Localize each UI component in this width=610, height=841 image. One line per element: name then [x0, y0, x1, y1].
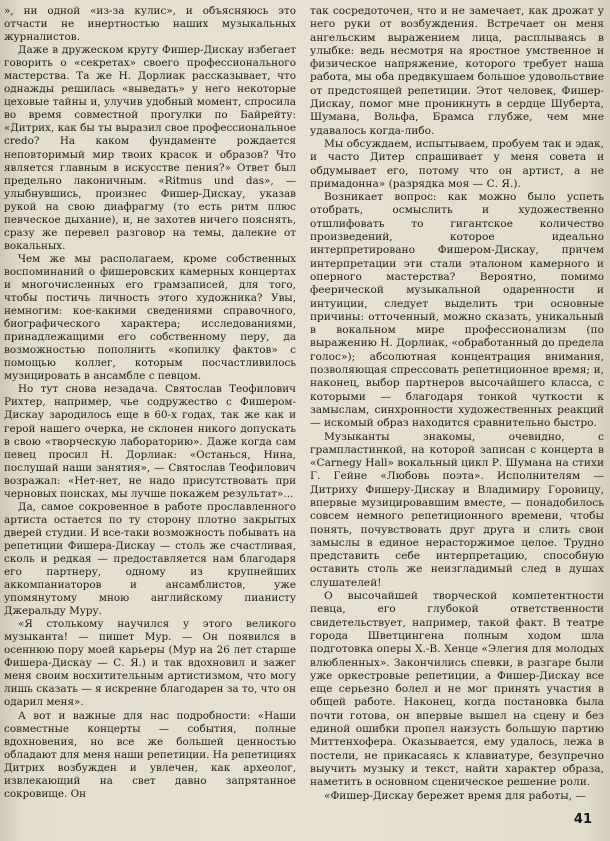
column-gutter	[304, 5, 305, 820]
paragraph: О высочайшей творческой компетентности певца, его глубокой ответственности свидетельствует, например, такой факт. В театре города Шветцингена полным ходом шла подготовка оперы Х.-В. Хенце «Элегия для молодых влюбленных». Закончились спевки, в разгаре были уже оркестровые репетиции, а Фишер-Дискау все еще серьезно болел и не мог принять участия в общей работе. Наконец, когда постановка была почти готова, он впервые вышел на сцену и без единой ошибки пропел наизусть большую партию Миттенхофера. Оказывается, ему удалось, лежа в постели, не прикасаясь к клавиатуре, безупречно выучить музыку и текст, найти характер образа, наметить в основном сценическое решение роли.	[310, 590, 604, 789]
paragraph: так сосредоточен, что и не замечает, как дрожат у него руки от возбуждения. Встречает он меня ангельским выражением лица, расплываясь в улыбке: ведь несмотря на яростное умственное и физическое напряжение, которого требует наша работа, мы оба предвкушаем большое удовольствие от предстоящей репетиции. Этот человек, Фишер-Дискау, помог мне проникнуть в сердце Шуберта, Шумана, Вольфа, Брамса глубже, чем мне удавалось когда-либо.	[310, 5, 604, 137]
paragraph: Возникает вопрос: как можно было успеть отобрать, осмыслить и художественно отшлифовать то гигантское количество произведений, которое идеально интерпретировано Фишером-Дискау, причем интерпретации эти стали эталоном камерного и оперного мастерства? Вероятно, помимо феерической музыкальной одаренности и интуиции, следует выделить три основные причины: отточенный, можно сказать, уникальный в вокальном мире профессионализм (по выражению Н. Дорлиак, «обработанный до предела голос»); абсолютная концентрация внимания, позволяющая спрессовать репетиционное время; и, наконец, выбор партнеров высочайшего класса, с которыми — благодаря тонкой чуткости к замыслам, синхронности художественных реакций — искомый образ находится сравнительно быстро.	[310, 191, 604, 430]
paragraph: », ни одной «из-за кулис», и объясняюсь это отчасти не инертностью наших музыкальных журналистов.	[4, 5, 296, 44]
paragraph: Чем же мы располагаем, кроме собственных воспоминаний о фишеровских камерных концертах и многочисленных его грамзаписей, для того, чтобы постичь личность этого художника? Увы, немногим: кое-какими сведениями справочного, биографического характера; исследованиями, принадлежащими его собственному перу, да возможностью пополнить «копилку фактов» с помощью коллег, которым посчастливилось музицировать в ансамбле с певцом.	[4, 252, 296, 383]
right-text-column	[310, 5, 604, 803]
paragraph: Музыканты знакомы, очевидно, с грампластинкой, на которой записан с концерта в «Carnegy Hall» вокальный цикл Р. Шумана на стихи Г. Гейне «Любовь поэта». Исполнителям — Дитриху Фишеру-Дискау и Владимиру Горовицу, впервые музицировавшим вместе, — понадобилось совсем немного репетиционного времени, чтобы понять, почувствовать друг друга и слить свои замыслы в единое нерасторжимое целое. Трудно представить себе интерпретацию, способную оставить столь же неизгладимый след в душах слушателей!	[310, 430, 604, 589]
paragraph: Даже в дружеском кругу Фишер-Дискау избегает говорить о «секретах» своего профессионального мастерства. Та же Н. Дорлиак рассказывает, что однажды решилась «выведать» у него некоторые цеховые тайны и, улучив удобный момент, спросила во время совместной прогулки по Байрейту: «Дитрих, как бы ты выразил свое профессиональное credo? На каком фундаменте рождается неповторимый мир твоих красок и образов? Что является главным в искусстве пения?» Ответ был предельно лаконичным. «Ritmus und das», — улыбнувшись, произнес Фишер-Дискау, указав рукой на свою диафрагму (то есть ритм плюс певческое дыхание), и, не захотев ничего пояснять, сразу же перевел разговор на темы, далекие от вокальных.	[4, 44, 296, 252]
paragraph: Мы обсуждаем, испытываем, пробуем так и эдак, и часто Дитер спрашивает у меня совета и обдумывает его, потому что он артист, а не примадонна» (разрядка моя — С. Я.).	[310, 137, 604, 190]
page-number: 41	[573, 812, 592, 827]
paragraph: «Я столькому научился у этого великого музыканта! — пишет Мур. — Он появился в осеннюю пору моей карьеры (Мур на 26 лет старше Фишера-Дискау — С. Я.) и так вдохновил и зажег меня своим восхитительным артистизмом, что могу лишь сказать — я искренне благодарен за то, что он одарил меня».	[4, 618, 296, 709]
paragraph: Да, самое сокровенное в работе прославленного артиста остается по ту сторону плотно закрытых дверей студии. И все-таки возможность побывать на репетиции Фишера-Дискау — столь же счастливая, сколь и редкая — предоставляется нам благодаря его партнеру, одному из крупнейших аккомпаниаторов и ансамблистов, уже упомянутому мною английскому пианисту Джеральду Муру.	[4, 500, 296, 618]
left-text-column	[4, 5, 296, 801]
paragraph: А вот и важные для нас подробности: «Наши совместные концерты — события, полные вдохновения, но все же большей ценностью обладают для меня наши репетиции. На репетициях Дитрих возбужден и увлечен, как археолог, извлекающий на свет давно запрятанное сокровище. Он	[4, 709, 296, 800]
paragraph: «Фишер-Дискау бережет время для работы, —	[324, 789, 586, 802]
paragraph: Но тут снова незадача. Святослав Теофилович Рихтер, например, чье содружество с Фишером-Дискау зародилось еще в 60-х годах, так же как и герой нашего очерка, не склонен никого допускать в свою «творческую лабораторию». Даже когда сам певец просил Н. Дорлиак: «Останься, Нина, послушай наши занятия», — Святослав Теофилович возражал: «Нет-нет, не надо присутствовать при черновых поисках, мы лучше покажем результат»...	[4, 383, 296, 500]
